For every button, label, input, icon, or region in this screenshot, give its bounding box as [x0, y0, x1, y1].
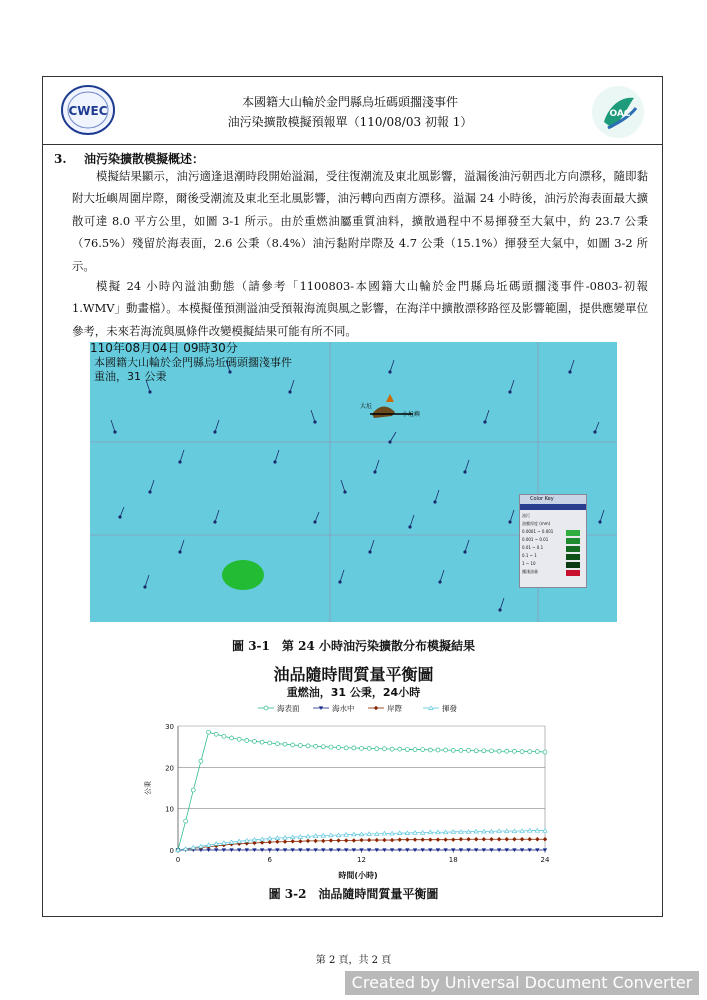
- svg-text:OAC: OAC: [609, 109, 631, 119]
- oil-slick: [222, 560, 264, 590]
- legend-item: 0.001 ~ 0.01: [522, 537, 549, 542]
- legend-label: 揮發: [442, 704, 457, 713]
- data-point: [268, 741, 272, 745]
- data-point: [482, 837, 486, 841]
- data-point: [474, 837, 478, 841]
- data-point: [245, 738, 249, 742]
- watermark: Created by Universal Document Converter: [345, 971, 699, 995]
- series-triangle-down: [176, 848, 547, 852]
- data-point: [428, 837, 432, 841]
- data-point: [222, 734, 226, 738]
- data-point: [459, 748, 463, 752]
- data-point: [199, 759, 203, 763]
- chart-title: 油品隨時間質量平衡圖: [273, 665, 434, 684]
- data-point: [413, 837, 417, 841]
- header-divider: [42, 144, 663, 145]
- legend-item: 0.01 ~ 0.1: [522, 545, 544, 550]
- data-point: [535, 750, 539, 754]
- figure-3-1-caption: 圖 3-1 第 24 小時油污染擴散分布模擬結果: [232, 639, 475, 653]
- data-point: [497, 837, 501, 841]
- x-tick-label: 18: [448, 856, 458, 864]
- data-point: [207, 730, 211, 734]
- data-point: [390, 747, 394, 751]
- data-point: [489, 837, 493, 841]
- paragraph-simulation: 模擬 24 小時內溢油動態（請參考「1100803-本國籍大山輪於金門縣烏坵碼頭擱淺事件-0803-初報 1.WMV」動畫檔）。本模擬僅預測溢油受預報海流與風之影響，在海洋中擴散漂移路徑及影響範圍，提供應變單位參考，未來若海流與風條件改變模擬結果可能有所不同。: [72, 279, 648, 338]
- paragraph-results: 模擬結果顯示，油污適逢退潮時段開始溢漏，受往復潮流及東北風影響，溢漏後油污朝西北方向漂移，隨即黏附大坵嶼周圍岸際，爾後受潮流及東北至北風影響，油污轉向西南方漂移。溢漏 24 小時後，油污於海表面最大擴散可達 8.0 平方公里，如圖 3-1 所示。由於重燃油屬重質油料，擴散過程中不易揮發至大氣中，約 23.7 公秉（76.5%）殘留於海表面，2.6 公秉（8.4%）油污黏附岸際及 4.7 公秉（15.1%）揮發至大氣中，如圖 3-2 所示。: [72, 169, 648, 273]
- data-point: [375, 747, 379, 751]
- legend-label: 海水中: [332, 704, 355, 713]
- legend-item: 0.1 ~ 1: [522, 553, 537, 558]
- data-point: [314, 744, 318, 748]
- data-point: [214, 732, 218, 736]
- data-point: [184, 819, 188, 823]
- data-point: [344, 746, 348, 750]
- data-point: [451, 837, 455, 841]
- data-point: [336, 838, 340, 842]
- chart-subtitle: 重燃油，31 公秉，24小時: [286, 686, 421, 699]
- data-point: [505, 837, 509, 841]
- y-tick-label: 20: [165, 764, 174, 773]
- island-dakiu: [372, 406, 395, 418]
- legend-item: 油污: [522, 513, 530, 518]
- data-point: [237, 737, 241, 741]
- data-point: [260, 740, 264, 744]
- data-point: [306, 839, 310, 843]
- chart-legend: [258, 703, 457, 713]
- legend-item: 1 ~ 10: [522, 561, 536, 566]
- data-point: [298, 743, 302, 747]
- data-point: [352, 838, 356, 842]
- document-title: [150, 92, 550, 132]
- data-point: [283, 840, 287, 844]
- data-point: [321, 839, 325, 843]
- data-point: [313, 839, 317, 843]
- y-tick-label: 0: [169, 847, 174, 855]
- data-point: [264, 706, 268, 710]
- data-point: [360, 746, 364, 750]
- data-point: [375, 838, 379, 842]
- section-title: 油污染擴散模擬概述：: [84, 152, 205, 166]
- data-point: [535, 837, 539, 841]
- data-point: [329, 838, 333, 842]
- place-label-2: 小坵嶼: [402, 411, 421, 418]
- data-point: [497, 749, 501, 753]
- x-tick-label: 24: [540, 856, 550, 864]
- x-axis-label: 時間(小時): [338, 871, 378, 880]
- x-tick-label: 6: [267, 856, 272, 864]
- data-point: [405, 837, 409, 841]
- legend-title: Color Key: [520, 495, 586, 504]
- data-point: [367, 746, 371, 750]
- data-point: [398, 747, 402, 751]
- data-point: [367, 838, 371, 842]
- data-point: [359, 838, 363, 842]
- data-point: [543, 837, 547, 841]
- data-point: [512, 749, 516, 753]
- data-point: [528, 750, 532, 754]
- mass-balance-chart: [144, 700, 560, 882]
- data-point: [337, 745, 341, 749]
- data-point: [275, 742, 279, 746]
- data-point: [512, 837, 516, 841]
- data-point: [344, 838, 348, 842]
- data-point: [382, 747, 386, 751]
- data-point: [321, 745, 325, 749]
- y-tick-label: 10: [165, 805, 174, 814]
- legend-item: 油膜厚度 (mm): [522, 521, 551, 526]
- title-line-1: 本國籍大山輪於金門縣烏坵碼頭擱淺事件: [241, 95, 458, 109]
- page-footer: 第 2 頁，共 2 頁: [315, 955, 392, 966]
- map-label-line-1: 本國籍大山輪於金門縣烏坵碼頭擱淺事件: [94, 356, 292, 369]
- data-point: [352, 746, 356, 750]
- data-point: [298, 839, 302, 843]
- data-point: [443, 837, 447, 841]
- map-timestamp: 110年08月04日 09時30分: [90, 341, 238, 355]
- data-point: [459, 837, 463, 841]
- x-tick-label: 12: [357, 856, 366, 864]
- data-point: [191, 788, 195, 792]
- data-point: [444, 748, 448, 752]
- legend-toolbar: [520, 504, 586, 510]
- data-point: [329, 745, 333, 749]
- data-point: [428, 748, 432, 752]
- data-point: [421, 748, 425, 752]
- data-point: [291, 743, 295, 747]
- legend-label: 海表面: [277, 704, 300, 713]
- figure-3-2-caption: 圖 3-2 油品隨時間質量平衡圖: [268, 887, 439, 901]
- data-point: [467, 748, 471, 752]
- data-point: [275, 840, 279, 844]
- legend-item: 0.0001 ~ 0.001: [522, 529, 554, 534]
- data-point: [543, 750, 547, 754]
- place-label-1: 大坵: [360, 403, 373, 410]
- y-axis-label: 公秉: [144, 781, 152, 795]
- x-tick-label: 0: [175, 856, 181, 864]
- data-point: [230, 736, 234, 740]
- oil-spill-map: [90, 342, 617, 622]
- legend-item: 擱淺油量: [522, 569, 538, 574]
- data-point: [489, 749, 493, 753]
- data-point: [436, 748, 440, 752]
- data-point: [390, 838, 394, 842]
- data-point: [466, 837, 470, 841]
- svg-text:CWEC: CWEC: [68, 104, 108, 118]
- color-key-legend: [519, 494, 587, 588]
- section-number: 3.: [54, 152, 67, 166]
- data-point: [413, 748, 417, 752]
- data-point: [482, 749, 486, 753]
- data-point: [382, 838, 386, 842]
- chart-series: [176, 730, 547, 852]
- data-point: [505, 749, 509, 753]
- cwec-logo: [60, 84, 116, 136]
- legend-label: 岸際: [387, 704, 402, 713]
- data-point: [520, 837, 524, 841]
- data-point: [528, 837, 532, 841]
- oac-logo: [590, 84, 646, 140]
- data-point: [520, 750, 524, 754]
- map-label-line-2: 重油，31 公秉: [94, 370, 167, 383]
- data-point: [252, 739, 256, 743]
- data-point: [436, 837, 440, 841]
- data-point: [283, 742, 287, 746]
- y-tick-label: 30: [165, 723, 174, 731]
- data-point: [398, 837, 402, 841]
- data-point: [405, 748, 409, 752]
- data-point: [306, 744, 310, 748]
- data-point: [268, 840, 272, 844]
- data-point: [451, 748, 455, 752]
- map-event-label: [94, 356, 292, 384]
- data-point: [290, 839, 294, 843]
- title-line-2: 油污染擴散模擬預報單（110/08/03 初報 1）: [227, 115, 473, 129]
- data-point: [374, 706, 378, 710]
- data-point: [420, 837, 424, 841]
- data-point: [474, 749, 478, 753]
